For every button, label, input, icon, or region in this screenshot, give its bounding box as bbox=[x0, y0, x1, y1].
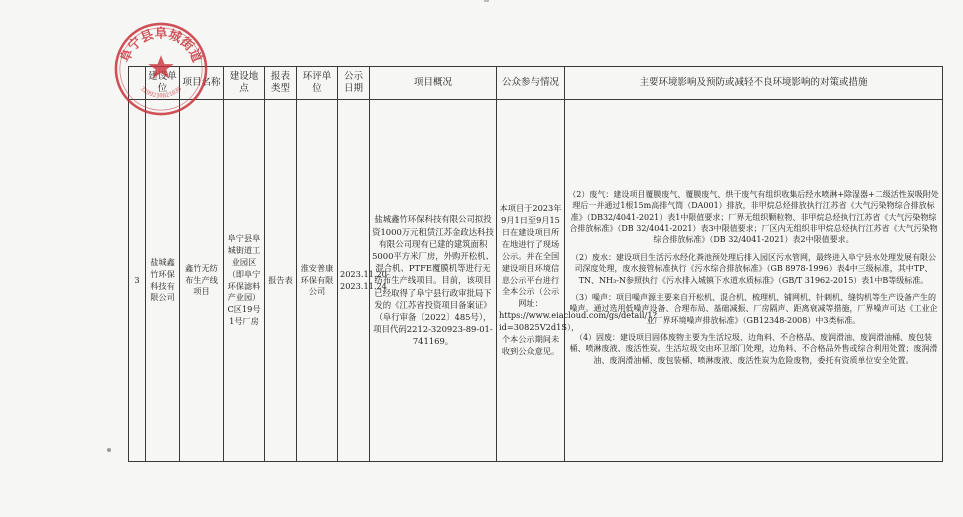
seal-number: 3209230021030 bbox=[138, 86, 184, 100]
impact-noise: （3）噪声：项目噪声源主要来自开松机、混合机、梳理机、铺网机、针刺机、缝钩机等生产设备产生的噪声。通过选用低噪声设备、合理布局、基础减振、厂房隔声、距离衰减等措施，厂界噪声可达《工业企业厂界环境噪声排放标准》（GB12348-2008）中3类标准。 bbox=[569, 292, 938, 325]
cell-eia-unit: 淮安普康环保有限公司 bbox=[297, 100, 338, 462]
cell-name: 鑫竹无纺布生产线项目 bbox=[180, 100, 224, 462]
header-row bbox=[129, 67, 943, 100]
cell-unit: 盐城鑫竹环保科技有限公司 bbox=[146, 100, 180, 462]
scan-dot bbox=[107, 448, 111, 452]
cell-report-type: 报告表 bbox=[265, 100, 297, 462]
cell-location: 阜宁县阜城街道工业园区（即阜宁环保滤料产业园）C区19号1号厂房 bbox=[224, 100, 265, 462]
col-public: 公众参与情况 bbox=[497, 67, 565, 100]
cell-impact bbox=[565, 100, 943, 462]
impact-solid-waste: （4）固废：建设项目固体废物主要为生活垃圾、边角料、不合格品、废润滑油、废润滑油桶、废包装桶、喷淋废液、废活性炭。生活垃圾交由环卫部门处理，边角料、不合格品外售或综合利用处置；废润滑油、废润滑油桶、废包装桶、喷淋废液、废活性炭为危险废物，委托有资质单位安全处置。 bbox=[569, 332, 938, 365]
col-overview: 项目概况 bbox=[370, 67, 497, 100]
col-name: 项目名称 bbox=[180, 67, 224, 100]
seal-text: 阜宁县阜城街道 bbox=[117, 26, 205, 65]
cell-index: 3 bbox=[129, 100, 146, 462]
cell-date: 2023.11.20-2023.11.24 bbox=[338, 100, 370, 462]
seal-star-icon bbox=[148, 55, 173, 79]
impact-air: （2）废气：建设项目覆膜废气、覆膜废气、烘干废气有组织收集后经水喷淋+除湿器+二级活性炭吸附处理后一并通过1根15m高排气筒（DA001）排放，非甲烷总烃排放执行江苏省《大气污染物综合排放标准》（DB32/4041-2021）表1中限值要求；厂界无组织颗粒物、非甲烷总烃执行江苏省《大气污染物综合排放标准》（DB 32/4041-2021）表3中限值要求；厂区内无组织非甲烷总烃执行江苏省《大气污染物综合排放标准》（DB 32/4041-2021）表2中限值要求。 bbox=[568, 189, 939, 245]
col-eia-unit: 环评单位 bbox=[297, 67, 338, 100]
project-table bbox=[128, 66, 943, 462]
table-row bbox=[129, 100, 943, 462]
col-date: 公示日期 bbox=[338, 67, 370, 100]
col-impact: 主要环境影响及预防或减轻不良环境影响的对策或措施 bbox=[565, 67, 943, 100]
impact-water: （2）废水：建设项目生活污水经化粪池预处理后排入园区污水管网，最终进入阜宁县水处理发展有限公司深度处理，废水接管标准执行《污水综合排放标准》（GB 8978-1996）表4中三级标准，其中TP、TN、NH₃-N参照执行《污水排入城镇下水道水质标准》（GB/T 31962-2015）表1中B等级标准。 bbox=[570, 252, 937, 285]
official-seal bbox=[112, 20, 210, 118]
cell-public: 本项目于2023年9月1日至9月15日在建设项目所在地进行了现场公示。并在全国建设项目环境信息公示平台进行全本公示（公示网址：https://www.eiacloud.com/gs/detail/1?id=30825V2d1S），个本公示期间未收到公众意见。 bbox=[497, 100, 565, 462]
col-location: 建设地点 bbox=[224, 67, 265, 100]
col-unit: 建设单位 bbox=[146, 67, 180, 100]
scan-mark bbox=[484, 0, 489, 2]
col-report-type: 报表类型 bbox=[265, 67, 297, 100]
cell-overview: 盐城鑫竹环保科技有限公司拟投资1000万元租赁江苏金政达科技有限公司现有已建的建筑面积5000平方米厂房，外购开松机、混合机、PTFE覆膜机等进行无纺布生产线项目。目前，该项目已经取得了阜宁县行政审批局下发的《江苏省投资项目备案证》（阜行审备〔2022〕485号），项目代码2212-320923-89-01-741169。 bbox=[370, 100, 497, 462]
